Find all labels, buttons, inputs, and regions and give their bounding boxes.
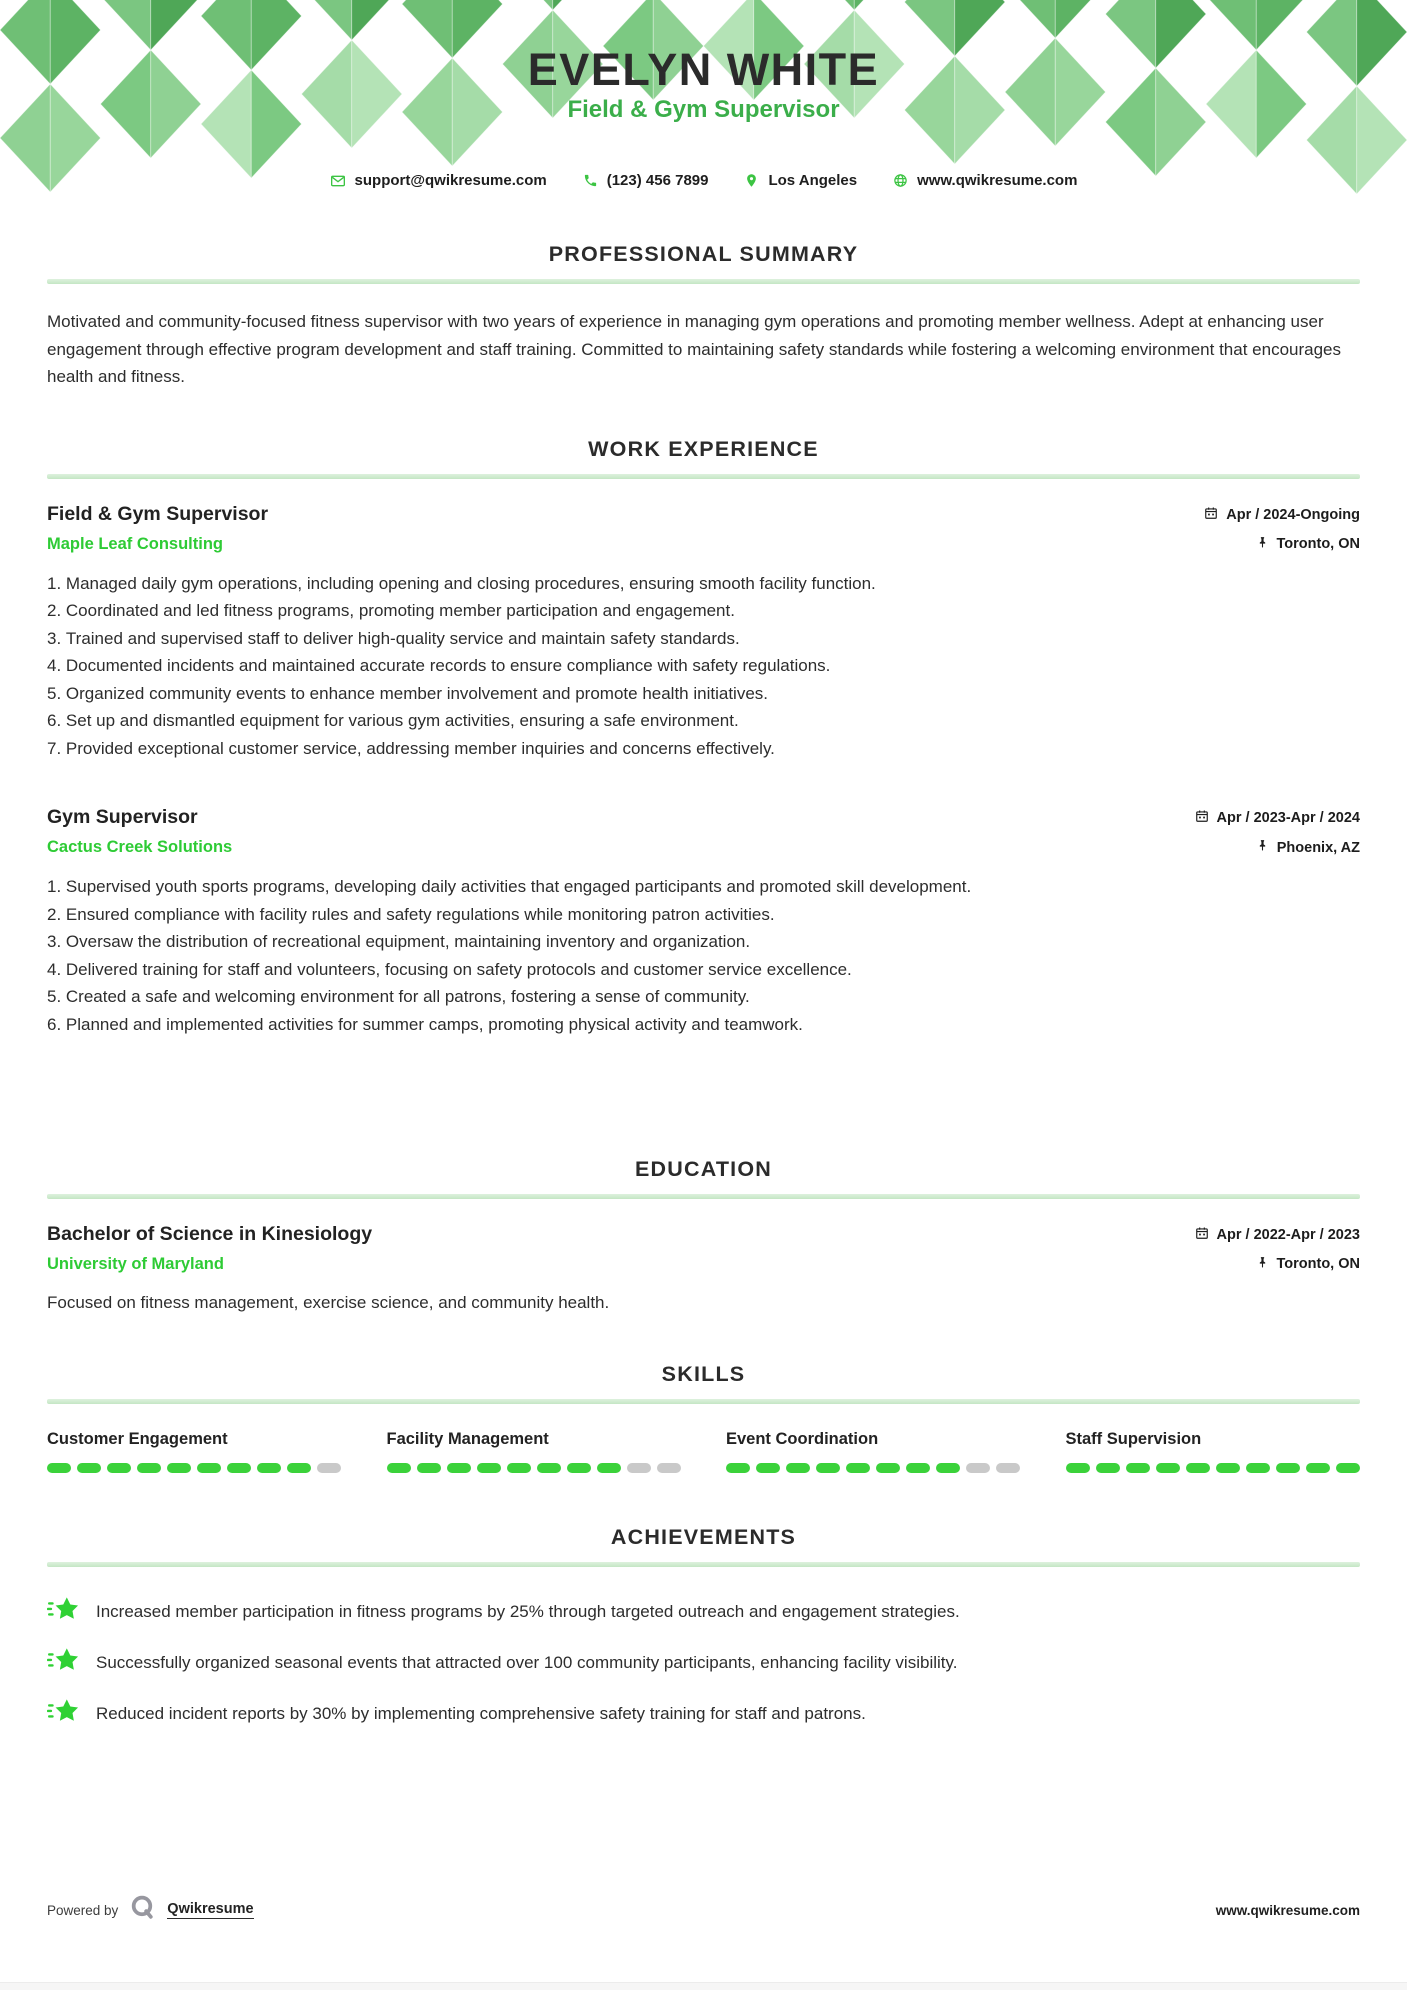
skill-segment [966, 1463, 990, 1473]
achievement-text: Increased member participation in fitness programs by 25% through targeted outreach and engagement strategies. [96, 1601, 960, 1621]
skill-segment [137, 1463, 161, 1473]
job-location [1256, 536, 1361, 553]
contact-location-text: Los Angeles [768, 172, 858, 189]
skill-segment [876, 1463, 900, 1473]
section-skills [47, 1362, 1360, 1473]
skill-bar [1066, 1463, 1361, 1473]
skill-segment [167, 1463, 191, 1473]
skill-segment [1216, 1463, 1240, 1473]
skill-name: Staff Supervision [1065, 1429, 1202, 1448]
experience-heading: WORK EXPERIENCE [588, 436, 819, 461]
skill-segment [1126, 1463, 1150, 1473]
calendar-icon [1204, 506, 1218, 524]
education-entry [47, 1223, 1360, 1316]
section-education [47, 1157, 1360, 1316]
skills-grid [47, 1430, 1360, 1473]
phone-icon [583, 173, 598, 188]
skill-segment [627, 1463, 651, 1473]
skill-segment [597, 1463, 621, 1473]
section-rule [47, 1194, 1360, 1199]
job-bullet: 3. Trained and supervised staff to deliver high-quality service and maintain safety standards. [47, 625, 1360, 653]
job-bullet: 5. Created a safe and welcoming environment for all patrons, fostering a sense of community. [47, 983, 1360, 1011]
skill-segment [657, 1463, 681, 1473]
star-badge-icon [47, 1697, 80, 1731]
qwikresume-brand-link[interactable]: Qwikresume [167, 1901, 254, 1917]
section-rule [47, 279, 1360, 284]
skill-segment [996, 1463, 1020, 1473]
candidate-job-title: Field & Gym Supervisor [567, 96, 840, 123]
contact-website[interactable] [893, 172, 1077, 189]
page-bottom-strip [0, 1982, 1407, 1990]
skill-segment [387, 1463, 411, 1473]
job-dates-text: Apr / 2024-Ongoing [1226, 506, 1360, 523]
job-bullet: 3. Oversaw the distribution of recreational equipment, maintaining inventory and organization. [47, 928, 1360, 956]
skill-item [387, 1430, 682, 1473]
skill-segment [567, 1463, 591, 1473]
skill-name: Event Coordination [726, 1429, 879, 1448]
calendar-icon [1195, 1226, 1209, 1244]
achievement-text: Reduced incident reports by 30% by implementing comprehensive safety training for staff and patrons. [96, 1703, 866, 1723]
job-bullet: 5. Organized community events to enhance member involvement and promote health initiatives. [47, 680, 1360, 708]
calendar-icon [1195, 809, 1209, 827]
skill-segment [846, 1463, 870, 1473]
skill-bar [726, 1463, 1021, 1473]
job-dates-text: Apr / 2023-Apr / 2024 [1216, 810, 1360, 827]
job-bullet: 2. Coordinated and led fitness programs, promoting member participation and engagement. [47, 597, 1360, 625]
contact-email-text: support@qwikresume.com [354, 172, 547, 189]
company-name: Cactus Creek Solutions [47, 838, 233, 857]
entry-head [47, 503, 1360, 554]
contact-phone-text: (123) 456 7899 [606, 172, 709, 189]
skill-segment [107, 1463, 131, 1473]
skill-segment [417, 1463, 441, 1473]
skill-segment [77, 1463, 101, 1473]
mail-icon [330, 173, 346, 189]
pushpin-icon [1256, 1256, 1269, 1273]
resume-header [0, 0, 1407, 206]
job-title-text: Gym Supervisor [47, 806, 198, 829]
job-bullet: 7. Provided exceptional customer service, addressing member inquiries and concerns effectively. [47, 735, 1360, 763]
job-bullet: 1. Managed daily gym operations, including opening and closing procedures, ensuring smooth facility function. [47, 570, 1360, 598]
contact-location [744, 172, 857, 189]
job-location-text: Phoenix, AZ [1276, 839, 1360, 856]
skill-item [1066, 1430, 1361, 1473]
pushpin-icon [1256, 536, 1269, 553]
entry-right [1204, 503, 1360, 553]
skill-segment [726, 1463, 750, 1473]
job-bullet: 6. Planned and implemented activities for summer camps, promoting physical activity and teamwork. [47, 1011, 1360, 1039]
skill-segment [906, 1463, 930, 1473]
job-location [1256, 839, 1360, 856]
skill-segment [477, 1463, 501, 1473]
education-dates [1195, 1226, 1360, 1244]
job-bullet: 2. Ensured compliance with facility rules and safety regulations while monitoring patron activities. [47, 901, 1360, 929]
pin-icon [744, 173, 759, 188]
skill-segment [537, 1463, 561, 1473]
achievements-heading: ACHIEVEMENTS [610, 1524, 797, 1549]
education-description: Focused on fitness management, exercise science, and community health. [47, 1292, 610, 1312]
skill-segment [257, 1463, 281, 1473]
contact-bar [0, 172, 1407, 189]
job-bullet: 4. Delivered training for staff and volunteers, focusing on safety protocols and customer service excellence. [47, 956, 1360, 984]
entry-left [47, 806, 232, 857]
skill-segment [1096, 1463, 1120, 1473]
achievement-item [47, 1595, 1360, 1629]
star-badge-icon [47, 1595, 80, 1629]
section-rule [47, 1562, 1360, 1567]
degree-title: Bachelor of Science in Kinesiology [47, 1222, 373, 1245]
company-name: Maple Leaf Consulting [47, 534, 224, 553]
job-dates [1204, 506, 1360, 524]
skill-name: Customer Engagement [47, 1429, 228, 1448]
job-title-text: Field & Gym Supervisor [47, 502, 269, 525]
skill-segment [756, 1463, 780, 1473]
education-location [1256, 1256, 1361, 1273]
entry-left [47, 1223, 372, 1274]
powered-by [47, 1894, 254, 1926]
contact-phone[interactable] [583, 172, 709, 189]
achievement-item [47, 1697, 1360, 1731]
star-badge-icon [47, 1646, 80, 1680]
achievement-text: Successfully organized seasonal events that attracted over 100 community participants, enhancing facility visibility. [96, 1652, 958, 1672]
school-name: University of Maryland [47, 1254, 224, 1273]
skill-segment [1276, 1463, 1300, 1473]
skill-segment [936, 1463, 960, 1473]
skill-segment [1336, 1463, 1360, 1473]
section-rule [47, 474, 1360, 479]
experience-entry [47, 806, 1360, 1038]
candidate-name: EVELYN WHITE [527, 44, 880, 95]
skill-segment [1066, 1463, 1090, 1473]
achievement-item [47, 1646, 1360, 1680]
pushpin-icon [1256, 839, 1269, 856]
skill-segment [786, 1463, 810, 1473]
skill-segment [197, 1463, 221, 1473]
contact-email[interactable] [330, 172, 547, 189]
job-bullet: 1. Supervised youth sports programs, developing daily activities that engaged participants and promoted skill development. [47, 873, 1360, 901]
qwikresume-logo-icon [129, 1894, 156, 1926]
page-footer [47, 1894, 1360, 1926]
skill-name: Facility Management [386, 1429, 549, 1448]
section-achievements [47, 1525, 1360, 1731]
skill-bar [387, 1463, 682, 1473]
skill-segment [447, 1463, 471, 1473]
section-rule [47, 1399, 1360, 1404]
skills-heading: SKILLS [661, 1361, 746, 1386]
powered-by-label: Powered by [47, 1902, 119, 1918]
skill-segment [816, 1463, 840, 1473]
job-location-text: Toronto, ON [1276, 536, 1360, 553]
job-bullet-list [47, 570, 1360, 763]
skill-segment [507, 1463, 531, 1473]
job-bullet-list [47, 873, 1360, 1038]
summary-text: Motivated and community-focused fitness supervisor with two years of experience in managing gym operations and promoting member wellness. Adept at enhancing user engagement through effective program development and staff training. Committed to maintaining safety standards while fostering a welcoming environment that encourages health and fitness. [47, 312, 1342, 387]
section-summary [47, 242, 1360, 391]
skill-segment [227, 1463, 251, 1473]
education-dates-text: Apr / 2022-Apr / 2023 [1216, 1226, 1360, 1243]
education-location-text: Toronto, ON [1276, 1256, 1360, 1272]
education-heading: EDUCATION [634, 1156, 772, 1181]
skill-bar [47, 1463, 342, 1473]
job-dates [1195, 809, 1360, 827]
entry-head [47, 1223, 1360, 1274]
entry-left [47, 503, 268, 554]
skill-item [726, 1430, 1021, 1473]
entry-head [47, 806, 1360, 857]
skill-segment [1246, 1463, 1270, 1473]
skill-segment [287, 1463, 311, 1473]
entry-right [1195, 806, 1360, 856]
footer-website-link[interactable]: www.qwikresume.com [1215, 1902, 1360, 1918]
experience-entry [47, 503, 1360, 763]
summary-heading: PROFESSIONAL SUMMARY [548, 242, 859, 266]
achievements-list [47, 1595, 1360, 1731]
globe-icon [893, 173, 908, 188]
skill-segment [1306, 1463, 1330, 1473]
contact-website-text: www.qwikresume.com [917, 172, 1078, 189]
skill-item [47, 1430, 342, 1473]
resume-body [0, 242, 1407, 1731]
skill-segment [1156, 1463, 1180, 1473]
job-bullet: 6. Set up and dismantled equipment for various gym activities, ensuring a safe environment. [47, 707, 1360, 735]
skill-segment [317, 1463, 341, 1473]
skill-segment [1186, 1463, 1210, 1473]
entry-right [1195, 1223, 1360, 1273]
section-experience [47, 437, 1360, 1039]
job-bullet: 4. Documented incidents and maintained accurate records to ensure compliance with safety regulations. [47, 652, 1360, 680]
skill-segment [47, 1463, 71, 1473]
